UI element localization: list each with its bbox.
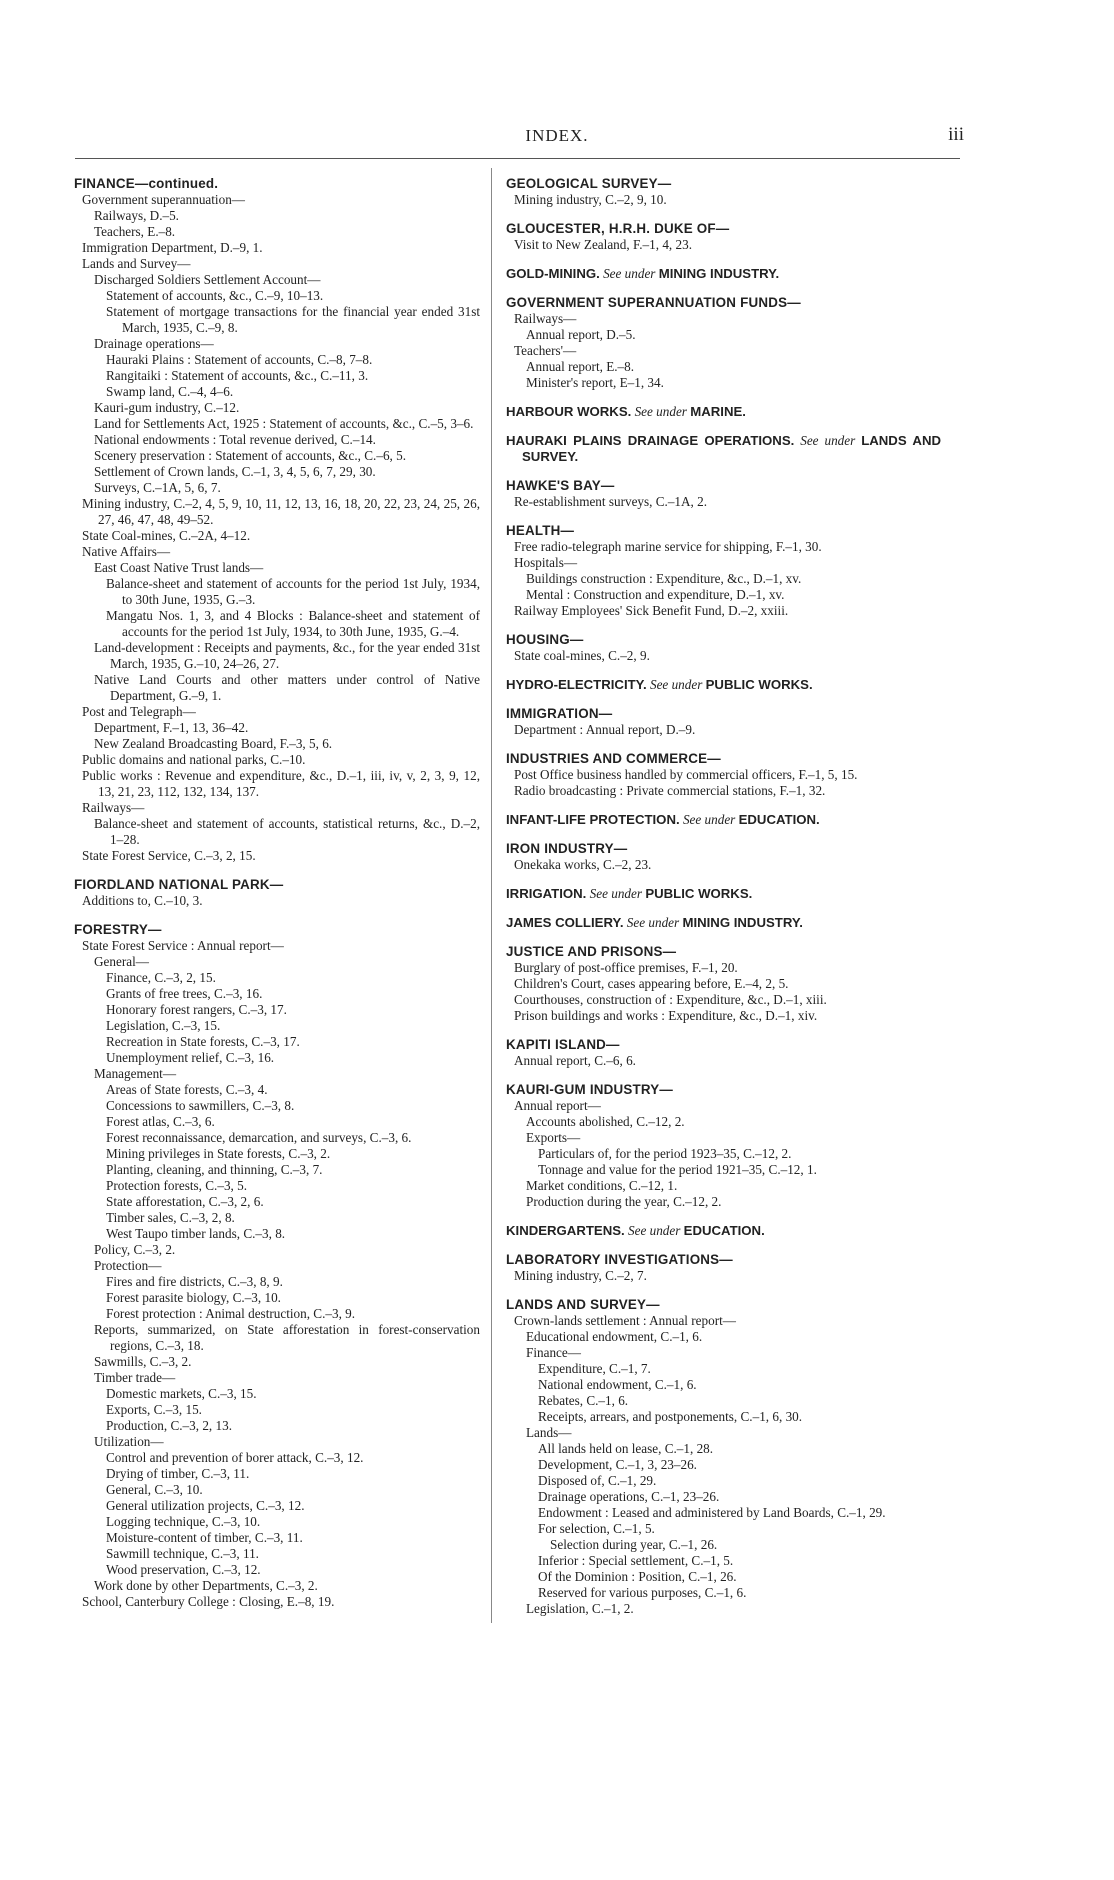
cross-ref-target: MINING INDUSTRY. <box>682 915 803 930</box>
index-entry: Courthouses, construction of : Expenditure, &c., D.–1, xiii. <box>514 992 827 1007</box>
index-entry: Mangatu Nos. 1, 3, and 4 Blocks : Balance-sheet and statement of accounts for the period 1st July, 1934, to 30th June, 1935, G.–4. <box>106 608 480 639</box>
index-entry: Reports, summarized, on State afforestation in forest-conservation regions, C.–3, 18. <box>94 1322 480 1353</box>
index-entry: Immigration Department, D.–9, 1. <box>82 240 263 255</box>
index-entry: Legislation, C.–3, 15. <box>106 1018 221 1033</box>
index-entry: State Coal-mines, C.–2A, 4–12. <box>82 528 251 543</box>
index-entry: National endowments : Total revenue derived, C.–14. <box>94 432 376 447</box>
index-entry: Forest reconnaissance, demarcation, and surveys, C.–3, 6. <box>106 1130 412 1145</box>
index-heading: INDUSTRIES AND COMMERCE— <box>506 751 721 766</box>
index-entry: Reserved for various purposes, C.–1, 6. <box>538 1585 747 1600</box>
index-entry: Public domains and national parks, C.–10. <box>82 752 306 767</box>
index-entry: Kauri-gum industry, C.–12. <box>94 400 240 415</box>
index-heading: HAWKE'S BAY— <box>506 478 615 493</box>
index-heading: IMMIGRATION— <box>506 706 613 721</box>
index-entry: Land-development : Receipts and payments, &c., for the year ended 31st March, 1935, G.–10, 24–26, 27. <box>94 640 480 671</box>
cross-ref-heading: INFANT-LIFE PROTECTION. <box>506 812 680 827</box>
cross-ref-target: LANDS AND SURVEY. <box>522 433 941 464</box>
index-entry: Drying of timber, C.–3, 11. <box>106 1466 250 1481</box>
index-entry: Work done by other Departments, C.–3, 2. <box>94 1578 318 1593</box>
index-entry: Fires and fire districts, C.–3, 8, 9. <box>106 1274 283 1289</box>
index-entry: Rebates, C.–1, 6. <box>538 1393 629 1408</box>
index-heading: FIORDLAND NATIONAL PARK— <box>74 877 284 892</box>
index-heading: FORESTRY— <box>74 922 162 937</box>
index-cross-reference <box>506 677 941 693</box>
index-entry: Native Affairs— <box>82 544 171 559</box>
index-entry: Mining industry, C.–2, 4, 5, 9, 10, 11, 12, 13, 16, 18, 20, 22, 23, 24, 25, 26, 27, 46, 47, 48, 49–52. <box>82 496 480 527</box>
index-entry: Teachers'— <box>514 343 577 358</box>
index-entry: Tonnage and value for the period 1921–35, C.–12, 1. <box>538 1162 817 1177</box>
index-entry: Lands— <box>526 1425 572 1440</box>
see-under-label: See under <box>623 915 683 930</box>
index-entry: Mental : Construction and expenditure, D.–1, xv. <box>526 587 785 602</box>
index-entry: Utilization— <box>94 1434 164 1449</box>
index-entry: Exports— <box>526 1130 581 1145</box>
index-entry: Sawmills, C.–3, 2. <box>94 1354 192 1369</box>
index-cross-reference <box>506 812 941 828</box>
index-entry: Mining industry, C.–2, 9, 10. <box>514 192 667 207</box>
index-entry: Market conditions, C.–12, 1. <box>526 1178 678 1193</box>
index-entry: General— <box>94 954 149 969</box>
index-entry: Crown-lands settlement : Annual report— <box>514 1313 736 1328</box>
cross-ref-heading: HAURAKI PLAINS DRAINAGE OPERATIONS. <box>506 433 795 448</box>
index-heading: HOUSING— <box>506 632 584 647</box>
index-entry: Domestic markets, C.–3, 15. <box>106 1386 257 1401</box>
index-cross-reference <box>506 404 941 420</box>
index-entry: Free radio-telegraph marine service for shipping, F.–1, 30. <box>514 539 822 554</box>
index-cross-reference <box>506 915 941 931</box>
cross-ref-target: PUBLIC WORKS. <box>705 677 813 692</box>
index-entry: Annual report, D.–5. <box>526 327 636 342</box>
index-entry: Post Office business handled by commercial officers, F.–1, 5, 15. <box>514 767 858 782</box>
cross-ref-target: EDUCATION. <box>683 1223 765 1238</box>
index-entry: State Forest Service, C.–3, 2, 15. <box>82 848 256 863</box>
index-entry: Railways— <box>82 800 145 815</box>
index-entry: Finance, C.–3, 2, 15. <box>106 970 216 985</box>
index-entry: Railways, D.–5. <box>94 208 179 223</box>
index-entry: Protection— <box>94 1258 162 1273</box>
index-entry: Exports, C.–3, 15. <box>106 1402 202 1417</box>
index-entry: General, C.–3, 10. <box>106 1482 203 1497</box>
index-heading: GOVERNMENT SUPERANNUATION FUNDS— <box>506 295 801 310</box>
index-entry: Grants of free trees, C.–3, 16. <box>106 986 263 1001</box>
index-entry: State afforestation, C.–3, 2, 6. <box>106 1194 264 1209</box>
index-entry: Sawmill technique, C.–3, 11. <box>106 1546 259 1561</box>
index-column-right <box>506 176 941 1617</box>
index-entry: School, Canterbury College : Closing, E.–8, 19. <box>82 1594 335 1609</box>
cross-ref-target: EDUCATION. <box>738 812 820 827</box>
cross-ref-heading: IRRIGATION. <box>506 886 587 901</box>
index-cross-reference <box>506 886 941 902</box>
index-entry: Particulars of, for the period 1923–35, C.–12, 2. <box>538 1146 792 1161</box>
header-rule <box>75 158 960 159</box>
index-entry: Drainage operations, C.–1, 23–26. <box>538 1489 720 1504</box>
index-entry: Annual report— <box>514 1098 601 1113</box>
index-entry: Mining industry, C.–2, 7. <box>514 1268 647 1283</box>
index-entry: Minister's report, E–1, 34. <box>526 375 664 390</box>
index-heading: LANDS AND SURVEY— <box>506 1297 660 1312</box>
index-entry: Protection forests, C.–3, 5. <box>106 1178 248 1193</box>
index-entry: Public works : Revenue and expenditure, &c., D.–1, iii, iv, v, 2, 3, 9, 12, 13, 21, 23, 112, 132, 134, 137. <box>82 768 480 799</box>
index-entry: Expenditure, C.–1, 7. <box>538 1361 651 1376</box>
index-entry: West Taupo timber lands, C.–3, 8. <box>106 1226 286 1241</box>
see-under-label: See under <box>631 404 691 419</box>
index-entry: Wood preservation, C.–3, 12. <box>106 1562 261 1577</box>
index-column-left <box>74 176 480 1610</box>
index-entry: Buildings construction : Expenditure, &c., D.–1, xv. <box>526 571 802 586</box>
index-entry: Production during the year, C.–12, 2. <box>526 1194 722 1209</box>
cross-ref-target: MINING INDUSTRY. <box>658 266 780 281</box>
index-cross-reference <box>506 1223 941 1239</box>
see-under-label: See under <box>679 812 739 827</box>
index-entry: Planting, cleaning, and thinning, C.–3, 7. <box>106 1162 323 1177</box>
index-entry: Surveys, C.–1A, 5, 6, 7. <box>94 480 221 495</box>
cross-ref-heading: KINDERGARTENS. <box>506 1223 625 1238</box>
cross-ref-heading: GOLD-MINING. <box>506 266 600 281</box>
cross-ref-heading: HARBOUR WORKS. <box>506 404 632 419</box>
cross-ref-target: MARINE. <box>690 404 746 419</box>
index-entry: Onekaka works, C.–2, 23. <box>514 857 652 872</box>
index-entry: Timber trade— <box>94 1370 176 1385</box>
index-entry: Honorary forest rangers, C.–3, 17. <box>106 1002 287 1017</box>
index-entry: Department : Annual report, D.–9. <box>514 722 696 737</box>
index-entry: Lands and Survey— <box>82 256 191 271</box>
index-entry: Department, F.–1, 13, 36–42. <box>94 720 249 735</box>
cross-ref-heading: HYDRO-ELECTRICITY. <box>506 677 647 692</box>
index-entry: Settlement of Crown lands, C.–1, 3, 4, 5, 6, 7, 29, 30. <box>94 464 376 479</box>
index-entry: Timber sales, C.–3, 2, 8. <box>106 1210 235 1225</box>
index-entry: Finance— <box>526 1345 581 1360</box>
index-cross-reference <box>506 433 941 465</box>
index-entry: Inferior : Special settlement, C.–1, 5. <box>538 1553 734 1568</box>
see-under-label: See under <box>794 433 862 448</box>
see-under-label: See under <box>586 886 646 901</box>
index-entry: Drainage operations— <box>94 336 214 351</box>
index-entry: Production, C.–3, 2, 13. <box>106 1418 233 1433</box>
index-entry: Selection during year, C.–1, 26. <box>550 1537 718 1552</box>
index-entry: General utilization projects, C.–3, 12. <box>106 1498 305 1513</box>
index-entry: Management— <box>94 1066 177 1081</box>
index-cross-reference <box>506 266 941 282</box>
index-entry: Railways— <box>514 311 577 326</box>
index-entry: Scenery preservation : Statement of accounts, &c., C.–6, 5. <box>94 448 407 463</box>
index-entry: East Coast Native Trust lands— <box>94 560 264 575</box>
index-heading: FINANCE—continued. <box>74 176 219 191</box>
index-entry: Development, C.–1, 3, 23–26. <box>538 1457 697 1472</box>
index-entry: Forest atlas, C.–3, 6. <box>106 1114 215 1129</box>
index-entry: All lands held on lease, C.–1, 28. <box>538 1441 714 1456</box>
index-entry: Endowment : Leased and administered by Land Boards, C.–1, 29. <box>538 1505 886 1520</box>
index-entry: Land for Settlements Act, 1925 : Statement of accounts, &c., C.–5, 3–6. <box>94 416 474 431</box>
index-entry: National endowment, C.–1, 6. <box>538 1377 697 1392</box>
index-entry: Teachers, E.–8. <box>94 224 176 239</box>
index-entry: Rangitaiki : Statement of accounts, &c., C.–11, 3. <box>106 368 369 383</box>
index-entry: Additions to, C.–10, 3. <box>82 893 203 908</box>
index-entry: Native Land Courts and other matters under control of Native Department, G.–9, 1. <box>94 672 480 703</box>
index-entry: Railway Employees' Sick Benefit Fund, D.–2, xxiii. <box>514 603 789 618</box>
index-entry: Balance-sheet and statement of accounts for the period 1st July, 1934, to 30th June, 1935, G.–3. <box>106 576 480 607</box>
index-entry: Prison buildings and works : Expenditure, &c., D.–1, xiv. <box>514 1008 818 1023</box>
index-entry: Disposed of, C.–1, 29. <box>538 1473 657 1488</box>
index-entry: Of the Dominion : Position, C.–1, 26. <box>538 1569 737 1584</box>
index-entry: Statement of mortgage transactions for the financial year ended 31st March, 1935, C.–9, 8. <box>106 304 480 335</box>
index-entry: Mining privileges in State forests, C.–3, 2. <box>106 1146 331 1161</box>
index-entry: Discharged Soldiers Settlement Account— <box>94 272 321 287</box>
index-entry: Legislation, C.–1, 2. <box>526 1601 634 1616</box>
index-entry: Accounts abolished, C.–12, 2. <box>526 1114 685 1129</box>
index-entry: Radio broadcasting : Private commercial stations, F.–1, 32. <box>514 783 826 798</box>
index-entry: Statement of accounts, &c., C.–9, 10–13. <box>106 288 324 303</box>
index-entry: Forest protection : Animal destruction, C.–3, 9. <box>106 1306 356 1321</box>
index-heading: KAURI-GUM INDUSTRY— <box>506 1082 673 1097</box>
index-heading: KAPITI ISLAND— <box>506 1037 620 1052</box>
index-heading: JUSTICE AND PRISONS— <box>506 944 677 959</box>
page-number: iii <box>948 124 964 145</box>
index-entry: Receipts, arrears, and postponements, C.–1, 6, 30. <box>538 1409 803 1424</box>
index-entry: Logging technique, C.–3, 10. <box>106 1514 261 1529</box>
cross-ref-target: PUBLIC WORKS. <box>645 886 753 901</box>
index-entry: Forest parasite biology, C.–3, 10. <box>106 1290 281 1305</box>
index-entry: Hauraki Plains : Statement of accounts, C.–8, 7–8. <box>106 352 373 367</box>
index-entry: State coal-mines, C.–2, 9. <box>514 648 650 663</box>
index-entry: Control and prevention of borer attack, C.–3, 12. <box>106 1450 364 1465</box>
index-entry: Swamp land, C.–4, 4–6. <box>106 384 234 399</box>
see-under-label: See under <box>624 1223 684 1238</box>
index-heading: LABORATORY INVESTIGATIONS— <box>506 1252 733 1267</box>
index-entry: Hospitals— <box>514 555 578 570</box>
index-entry: Visit to New Zealand, F.–1, 4, 23. <box>514 237 692 252</box>
index-heading: HEALTH— <box>506 523 575 538</box>
index-entry: Re-establishment surveys, C.–1A, 2. <box>514 494 708 509</box>
index-heading: GEOLOGICAL SURVEY— <box>506 176 672 191</box>
index-heading: IRON INDUSTRY— <box>506 841 628 856</box>
index-entry: Government superannuation— <box>82 192 245 207</box>
index-entry: Children's Court, cases appearing before, E.–4, 2, 5. <box>514 976 789 991</box>
see-under-label: See under <box>599 266 659 281</box>
index-entry: State Forest Service : Annual report— <box>82 938 284 953</box>
index-entry: Post and Telegraph— <box>82 704 196 719</box>
index-entry: Burglary of post-office premises, F.–1, 20. <box>514 960 738 975</box>
index-entry: Unemployment relief, C.–3, 16. <box>106 1050 275 1065</box>
index-entry: Balance-sheet and statement of accounts, statistical returns, &c., D.–2, 1–28. <box>94 816 480 847</box>
index-heading: GLOUCESTER, H.R.H. DUKE OF— <box>506 221 730 236</box>
page-title: INDEX. <box>525 126 589 145</box>
index-entry: For selection, C.–1, 5. <box>538 1521 655 1536</box>
index-entry: Moisture-content of timber, C.–3, 11. <box>106 1530 303 1545</box>
index-entry: Policy, C.–3, 2. <box>94 1242 176 1257</box>
index-entry: Educational endowment, C.–1, 6. <box>526 1329 703 1344</box>
cross-ref-heading: JAMES COLLIERY. <box>506 915 624 930</box>
index-entry: Recreation in State forests, C.–3, 17. <box>106 1034 300 1049</box>
column-divider <box>491 168 492 1623</box>
index-entry: Annual report, E.–8. <box>526 359 635 374</box>
index-entry: Annual report, C.–6, 6. <box>514 1053 636 1068</box>
index-entry: Concessions to sawmillers, C.–3, 8. <box>106 1098 295 1113</box>
index-entry: Areas of State forests, C.–3, 4. <box>106 1082 268 1097</box>
see-under-label: See under <box>646 677 706 692</box>
index-entry: New Zealand Broadcasting Board, F.–3, 5, 6. <box>94 736 333 751</box>
